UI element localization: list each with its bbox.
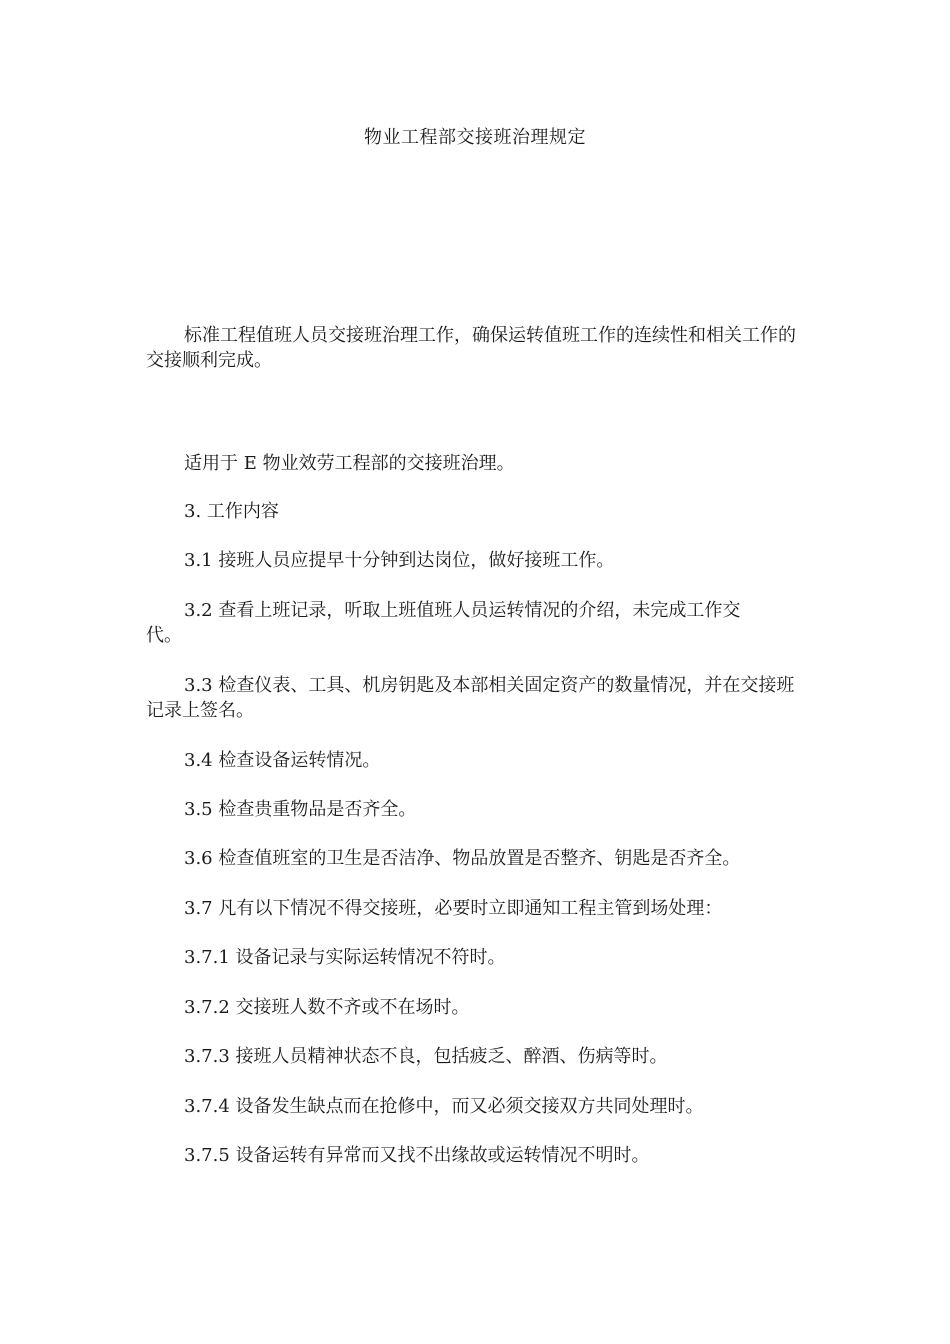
clause-3-7-2: 3.7.2 交接班人数不齐或不在场时。 [184, 997, 470, 1018]
clause-3-3: 3.3 检查仪表、工具、机房钥匙及本部相关固定资产的数量情况，并在交接班记录上签名。 [146, 675, 795, 721]
clause-3-7-3: 3.7.3 接班人员精神状态不良，包括疲乏、醉酒、伤病等时。 [184, 1046, 668, 1067]
section-3-heading: 3. 工作内容 [184, 501, 279, 522]
clause-3-2: 3.2 查看上班记录，听取上班值班人员运转情况的介绍，未完成工作交代。 [146, 600, 741, 646]
clause-3-7-1: 3.7.1 设备记录与实际运转情况不符时。 [184, 947, 506, 968]
clause-3-5: 3.5 检查贵重物品是否齐全。 [184, 799, 417, 820]
clause-3-7-4: 3.7.4 设备发生缺点而在抢修中，而又必须交接双方共同处理时。 [184, 1096, 704, 1117]
clause-3-7-5: 3.7.5 设备运转有异常而又找不出缘故或运转情况不明时。 [184, 1145, 650, 1166]
clause-3-1: 3.1 接班人员应提早十分钟到达岗位，做好接班工作。 [184, 550, 615, 571]
clause-3-4: 3.4 检查设备运转情况。 [184, 750, 381, 771]
document-title: 物业工程部交接班治理规定 [364, 127, 586, 148]
scope-paragraph: 适用于 E 物业效劳工程部的交接班治理。 [184, 453, 515, 474]
purpose-paragraph: 标准工程值班人员交接班治理工作，确保运转值班工作的连续性和相关工作的交接顺利完成。 [146, 325, 796, 371]
clause-3-6: 3.6 检查值班室的卫生是否洁净、物品放置是否整齐、钥匙是否齐全。 [184, 848, 741, 869]
clause-3-7: 3.7 凡有以下情况不得交接班，必要时立即通知工程主管到场处理： [184, 898, 723, 919]
